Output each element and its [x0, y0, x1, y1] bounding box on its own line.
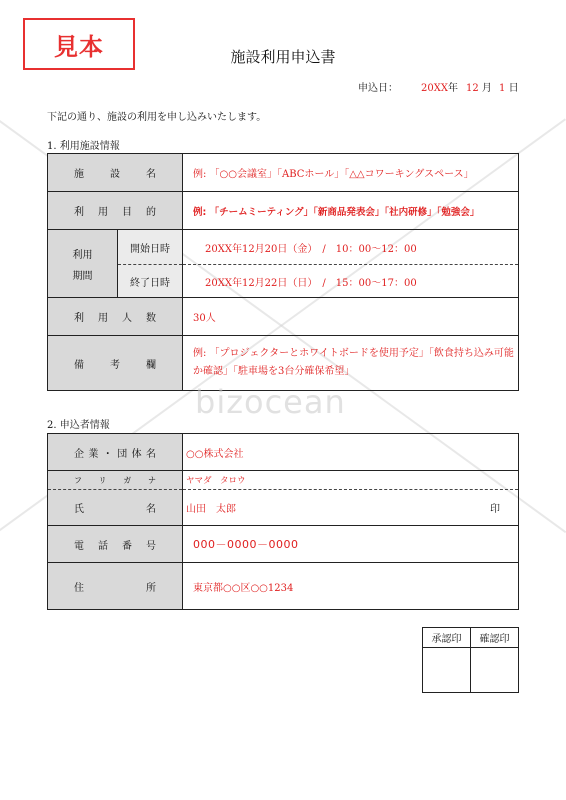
applicant-info-table [47, 433, 519, 610]
start-datetime-value: 20XX年12月20日（金） / 10：00～12：00 [183, 230, 519, 265]
period-label [48, 230, 118, 298]
seal-mark: 印 [490, 504, 500, 515]
facility-name-value: 例: 「○○会議室」「ABCホール」「△△コワーキングスペース」 [183, 154, 519, 192]
phone-value: 000－0000－0000 [183, 526, 519, 563]
application-date [421, 79, 458, 94]
approved-stamp-label: 承認印 [423, 628, 471, 648]
phone-label: 電話番号 [48, 526, 183, 563]
company-value: ○○株式会社 [183, 434, 519, 471]
watermark-logo: bizocean [195, 383, 346, 421]
day-unit: 日 [508, 83, 519, 94]
day-value: 1 [499, 83, 506, 94]
name-cell [183, 490, 519, 526]
address-value: 東京都○○区○○1234 [183, 563, 519, 610]
application-day [499, 79, 519, 94]
section1-heading: 1. 利用施設情報 [47, 141, 120, 152]
address-label: 住所 [48, 563, 183, 610]
month-unit: 月 [481, 83, 492, 94]
approval-stamp-box [422, 627, 519, 693]
remarks-label: 備考欄 [48, 336, 183, 391]
confirmed-stamp-label: 確認印 [471, 628, 519, 648]
facility-info-table [47, 153, 519, 391]
sample-stamp: 見本 [23, 18, 135, 70]
facility-name-label: 施設名 [48, 154, 183, 192]
furigana-label: フリガナ [48, 471, 183, 490]
name-label: 氏名 [48, 490, 183, 526]
end-datetime-value: 20XX年12月22日（日） / 15：00～17：00 [183, 265, 519, 298]
period-label-line1: 利用 [72, 249, 93, 261]
confirmed-stamp-area [471, 648, 519, 693]
application-year: 20XX [421, 83, 448, 94]
attendee-count-value: 30人 [183, 298, 519, 336]
section2-heading: 2. 申込者情報 [47, 420, 110, 431]
start-datetime-label: 開始日時 [118, 230, 183, 265]
period-label-line2: 期間 [72, 270, 93, 282]
approved-stamp-area [423, 648, 471, 693]
intro-text: 下記の通り、施設の利用を申し込みいたします。 [47, 112, 267, 123]
attendee-count-label: 利用人数 [48, 298, 183, 336]
furigana-value: ヤマダ タロウ [183, 471, 519, 490]
company-label: 企業・団体名 [48, 434, 183, 471]
end-datetime-label: 終了日時 [118, 265, 183, 298]
document-title: 施設利用申込書 [230, 48, 336, 66]
application-date-label: 申込日： [358, 83, 398, 94]
application-month [466, 79, 492, 94]
month-value: 12 [466, 83, 479, 94]
purpose-value: 例: 「チームミーティング」「新商品発表会」「社内研修」「勉強会」 [183, 192, 519, 230]
purpose-label: 利用目的 [48, 192, 183, 230]
year-unit: 年 [447, 83, 458, 94]
remarks-value: 例: 「プロジェクターとホワイトボードを使用予定」「飲食持ち込み可能か確認」「駐車場を3台分確保希望」 [183, 336, 519, 391]
name-value: 山田 太郎 [186, 504, 236, 515]
